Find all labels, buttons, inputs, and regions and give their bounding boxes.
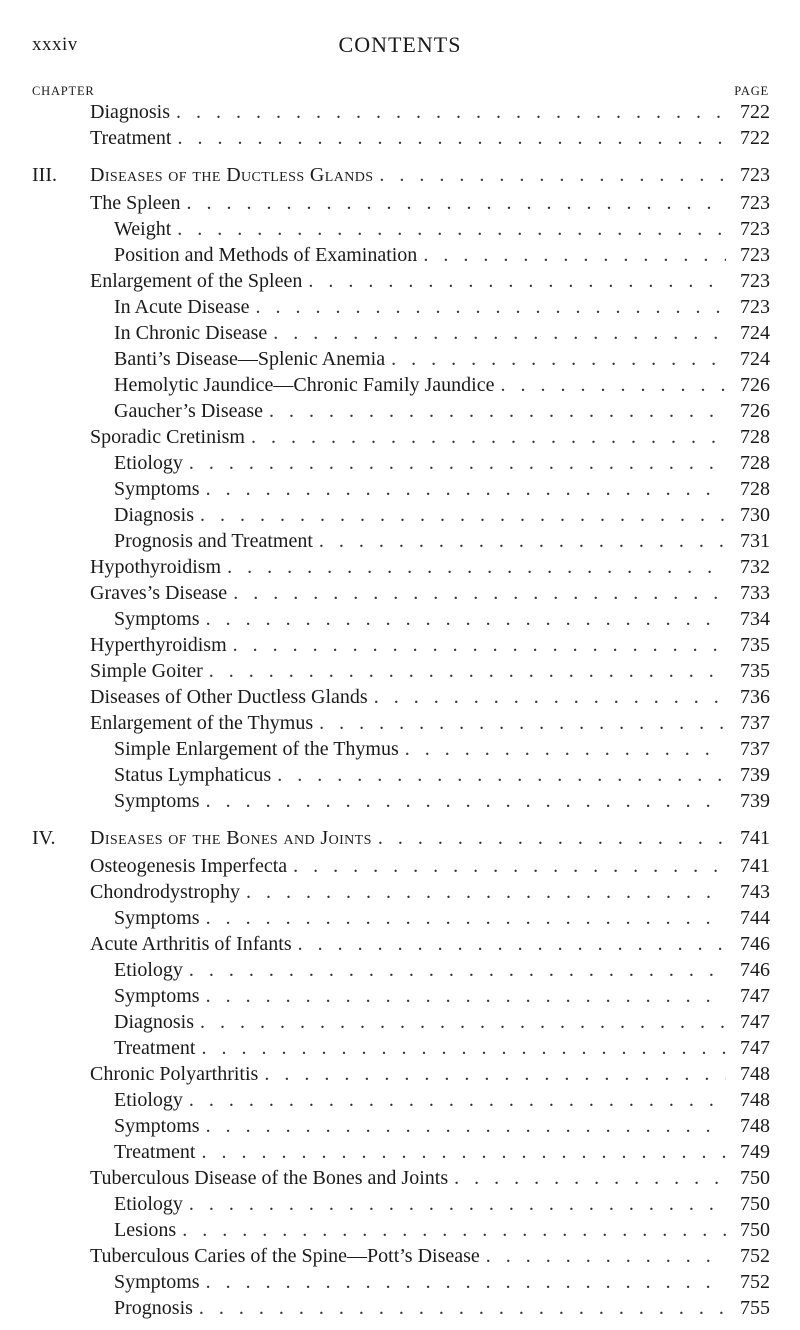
toc-entry xyxy=(32,125,770,151)
toc-entry xyxy=(32,1113,770,1139)
dot-leader xyxy=(372,825,726,851)
entry-title: Prognosis xyxy=(114,1297,193,1319)
entry-title: Prognosis and Treatment xyxy=(114,530,313,552)
toc-entry xyxy=(32,1087,770,1113)
dot-leader xyxy=(200,905,726,931)
dot-leader xyxy=(171,125,726,151)
entry-title: Symptoms xyxy=(114,907,200,929)
page-number: 728 xyxy=(726,476,770,502)
toc-entry xyxy=(32,957,770,983)
entry-title: The Spleen xyxy=(90,192,181,214)
dot-leader xyxy=(227,632,726,658)
entry-title: Symptoms xyxy=(114,1115,200,1137)
entry-title: Position and Methods of Examination xyxy=(114,244,418,266)
dot-leader xyxy=(240,879,726,905)
entry-title: Etiology xyxy=(114,1089,183,1111)
dot-leader xyxy=(385,346,726,372)
dot-leader xyxy=(313,710,726,736)
dot-leader xyxy=(200,1269,726,1295)
toc-entry xyxy=(32,1191,770,1217)
chapter-title: Diseases of the Ductless Glands xyxy=(90,164,374,186)
page-number: 728 xyxy=(726,424,770,450)
entry-title: Hyperthyroidism xyxy=(90,634,227,656)
toc-entry xyxy=(32,983,770,1009)
page-number: 749 xyxy=(726,1139,770,1165)
page-number: 748 xyxy=(726,1061,770,1087)
toc-entry xyxy=(32,1009,770,1035)
entry-title: Simple Goiter xyxy=(90,660,203,682)
dot-leader xyxy=(263,398,726,424)
dot-leader xyxy=(287,853,726,879)
chapter-number: IV. xyxy=(32,827,56,849)
dot-leader xyxy=(200,476,726,502)
entry-title: In Chronic Disease xyxy=(114,322,268,344)
dot-leader xyxy=(480,1243,726,1269)
toc-entry xyxy=(32,632,770,658)
entry-title: Chondrodystrophy xyxy=(90,881,240,903)
toc-entry xyxy=(32,242,770,268)
toc-entry xyxy=(32,1165,770,1191)
dot-leader xyxy=(195,1139,726,1165)
entry-title: Acute Arthritis of Infants xyxy=(90,933,292,955)
page-number: 748 xyxy=(726,1087,770,1113)
page-number: 723 xyxy=(726,242,770,268)
toc-entry xyxy=(32,879,770,905)
toc-entry xyxy=(32,931,770,957)
toc-entry xyxy=(32,99,770,125)
page-number: 723 xyxy=(726,162,770,188)
page-number: 724 xyxy=(726,346,770,372)
toc-entry xyxy=(32,825,770,851)
chapter-column-label: CHAPTER xyxy=(32,84,95,98)
toc-entry xyxy=(32,762,770,788)
entry-title: Graves’s Disease xyxy=(90,582,228,604)
entry-title: Gaucher’s Disease xyxy=(114,400,264,422)
page-column-label: PAGE xyxy=(734,84,769,98)
entry-title: Diagnosis xyxy=(114,1011,194,1033)
entry-title: Tuberculous Disease of the Bones and Joints xyxy=(90,1167,449,1189)
page-number: 737 xyxy=(726,736,770,762)
toc-entry xyxy=(32,216,770,242)
page-number: 744 xyxy=(726,905,770,931)
toc-entry xyxy=(32,736,770,762)
entry-title: Treatment xyxy=(114,1141,196,1163)
page-number: 722 xyxy=(726,99,770,125)
entry-title: Diagnosis xyxy=(114,504,194,526)
dot-leader xyxy=(373,162,726,188)
entry-title: Etiology xyxy=(114,452,183,474)
toc-entry xyxy=(32,268,770,294)
entry-title: Symptoms xyxy=(114,1271,200,1293)
dot-leader xyxy=(183,1087,726,1113)
entry-title: Enlargement of the Spleen xyxy=(90,270,303,292)
dot-leader xyxy=(448,1165,726,1191)
entry-title: Etiology xyxy=(114,1193,183,1215)
dot-leader xyxy=(194,502,726,528)
page-number: 739 xyxy=(726,762,770,788)
toc-entry xyxy=(32,320,770,346)
entry-title: Lesions xyxy=(114,1219,177,1241)
page-number: 739 xyxy=(726,788,770,814)
entry-title: Hemolytic Jaundice—Chronic Family Jaundice xyxy=(114,374,495,396)
toc-entry xyxy=(32,554,770,580)
dot-leader xyxy=(176,1217,726,1243)
toc-entry xyxy=(32,684,770,710)
dot-leader xyxy=(245,424,726,450)
dot-leader xyxy=(292,931,726,957)
page-number: 752 xyxy=(726,1269,770,1295)
dot-leader xyxy=(227,580,726,606)
toc-entry xyxy=(32,905,770,931)
page-number: 735 xyxy=(726,658,770,684)
dot-leader xyxy=(183,957,726,983)
page-number: 733 xyxy=(726,580,770,606)
page-number: 723 xyxy=(726,190,770,216)
dot-leader xyxy=(200,1113,726,1139)
entry-title: Hypothyroidism xyxy=(90,556,222,578)
toc-entry xyxy=(32,853,770,879)
page-number: 735 xyxy=(726,632,770,658)
page-number: 743 xyxy=(726,879,770,905)
page-number: 731 xyxy=(726,528,770,554)
dot-leader xyxy=(271,762,726,788)
dot-leader xyxy=(200,983,726,1009)
toc-entry xyxy=(32,1243,770,1269)
entry-title: Diagnosis xyxy=(90,101,170,123)
toc-entry xyxy=(32,658,770,684)
toc-entry xyxy=(32,788,770,814)
toc-entry xyxy=(32,294,770,320)
entry-title: Treatment xyxy=(90,127,172,149)
page-number: 722 xyxy=(726,125,770,151)
dot-leader xyxy=(250,294,726,320)
entry-title: Symptoms xyxy=(114,478,200,500)
toc-entry xyxy=(32,398,770,424)
dot-leader xyxy=(183,450,726,476)
dot-leader xyxy=(171,216,726,242)
page-number: 723 xyxy=(726,216,770,242)
entry-title: Weight xyxy=(114,218,172,240)
dot-leader xyxy=(181,190,726,216)
page-number: 734 xyxy=(726,606,770,632)
entry-title: Treatment xyxy=(114,1037,196,1059)
dot-leader xyxy=(368,684,726,710)
dot-leader xyxy=(193,1295,726,1321)
dot-leader xyxy=(494,372,726,398)
toc-entry xyxy=(32,502,770,528)
page-number: 726 xyxy=(726,372,770,398)
page-number: 750 xyxy=(726,1191,770,1217)
page-title: CONTENTS xyxy=(338,32,462,57)
page-number: 730 xyxy=(726,502,770,528)
toc-entry xyxy=(32,1269,770,1295)
toc-entry xyxy=(32,476,770,502)
page-number: 746 xyxy=(726,957,770,983)
toc-entry xyxy=(32,162,770,188)
dot-leader xyxy=(258,1061,726,1087)
page-number: 747 xyxy=(726,1009,770,1035)
toc-entry xyxy=(32,190,770,216)
page-number: 728 xyxy=(726,450,770,476)
entry-title: Tuberculous Caries of the Spine—Pott’s Disease xyxy=(90,1245,480,1267)
dot-leader xyxy=(195,1035,726,1061)
dot-leader xyxy=(203,658,726,684)
page-numeral: xxxiv xyxy=(32,34,78,55)
toc-entry xyxy=(32,710,770,736)
toc-entry xyxy=(32,1035,770,1061)
entry-title: In Acute Disease xyxy=(114,296,250,318)
dot-leader xyxy=(183,1191,726,1217)
page-number: 752 xyxy=(726,1243,770,1269)
page-number: 748 xyxy=(726,1113,770,1139)
page-number: 747 xyxy=(726,983,770,1009)
entry-title: Etiology xyxy=(114,959,183,981)
toc-entry xyxy=(32,1217,770,1243)
page-number: 726 xyxy=(726,398,770,424)
entry-title: Symptoms xyxy=(114,985,200,1007)
toc-entry xyxy=(32,346,770,372)
toc-entry xyxy=(32,1139,770,1165)
page-number: 737 xyxy=(726,710,770,736)
toc-entry xyxy=(32,424,770,450)
entry-title: Chronic Polyarthritis xyxy=(90,1063,259,1085)
dot-leader xyxy=(399,736,726,762)
entry-title: Enlargement of the Thymus xyxy=(90,712,314,734)
page-number: 750 xyxy=(726,1217,770,1243)
entry-title: Status Lymphaticus xyxy=(114,764,272,786)
toc-entry xyxy=(32,528,770,554)
entry-title: Symptoms xyxy=(114,608,200,630)
page-number: 755 xyxy=(726,1295,770,1321)
entry-title: Diseases of Other Ductless Glands xyxy=(90,686,368,708)
toc-entry xyxy=(32,580,770,606)
chapter-number: III. xyxy=(32,164,57,186)
page-number: 747 xyxy=(726,1035,770,1061)
dot-leader xyxy=(302,268,726,294)
page-number: 736 xyxy=(726,684,770,710)
entry-title: Simple Enlargement of the Thymus xyxy=(114,738,399,760)
toc-entry xyxy=(32,1295,770,1321)
toc-entry xyxy=(32,372,770,398)
entry-title: Symptoms xyxy=(114,790,200,812)
page-number: 724 xyxy=(726,320,770,346)
entry-title: Osteogenesis Imperfecta xyxy=(90,855,288,877)
page-number: 750 xyxy=(726,1165,770,1191)
dot-leader xyxy=(200,788,726,814)
page-number: 746 xyxy=(726,931,770,957)
toc-entry xyxy=(32,606,770,632)
dot-leader xyxy=(417,242,726,268)
page-number: 732 xyxy=(726,554,770,580)
dot-leader xyxy=(221,554,726,580)
dot-leader xyxy=(194,1009,726,1035)
dot-leader xyxy=(267,320,726,346)
page-number: 741 xyxy=(726,825,770,851)
entry-title: Banti’s Disease—Splenic Anemia xyxy=(114,348,386,370)
page-number: 723 xyxy=(726,294,770,320)
toc-entry xyxy=(32,450,770,476)
dot-leader xyxy=(200,606,726,632)
entry-title: Sporadic Cretinism xyxy=(90,426,245,448)
dot-leader xyxy=(170,99,726,125)
dot-leader xyxy=(313,528,726,554)
page-number: 723 xyxy=(726,268,770,294)
page-number: 741 xyxy=(726,853,770,879)
chapter-title: Diseases of the Bones and Joints xyxy=(90,827,372,849)
toc-entry xyxy=(32,1061,770,1087)
